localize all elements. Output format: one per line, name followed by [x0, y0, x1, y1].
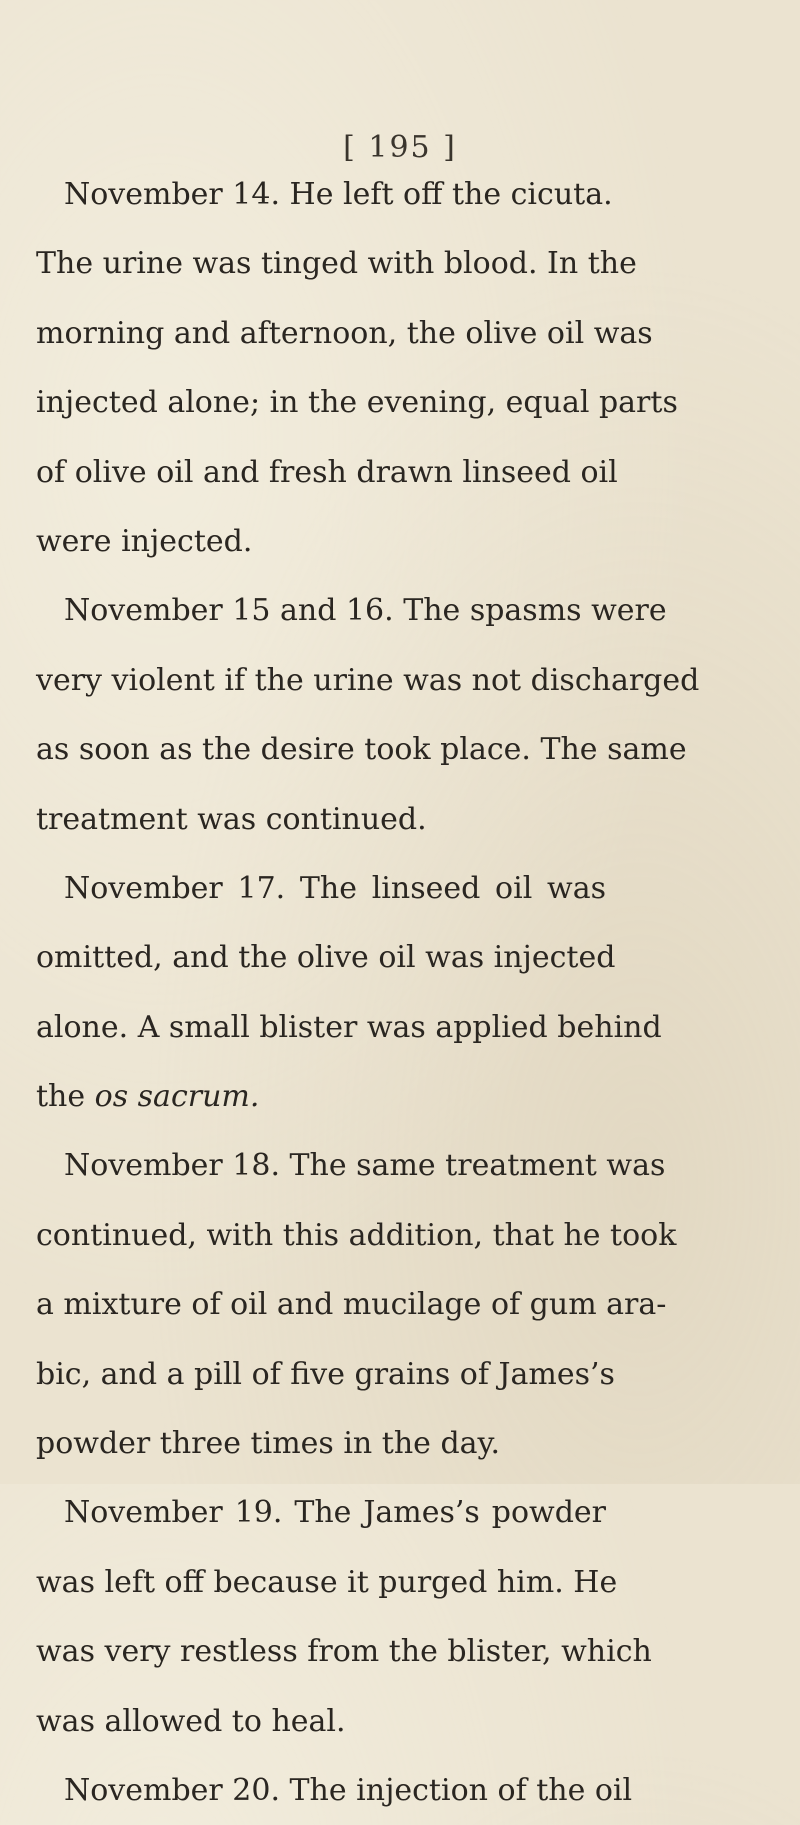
text-line: very violent if the urine was not discharged [36, 662, 700, 698]
text-line: continued, with this addition, that he took [36, 1217, 677, 1253]
text-line: powder three times in the day. [36, 1426, 501, 1462]
text-line: November 18. The same treatment was [64, 1148, 666, 1184]
text-line [36, 1062, 606, 1131]
text-line: bic, and a pill of five grains of James’s [36, 1356, 615, 1392]
text-line: treatment was continued. [36, 801, 427, 837]
text-line: was very restless from the blister, which [36, 1634, 652, 1670]
text-line: was left off because it purged him. He [36, 1564, 618, 1600]
text-line: omitted, and the olive oil was injected [36, 940, 616, 976]
text-line: November 17. The linseed oil was [64, 870, 606, 906]
text-line: November 15 and 16. The spasms were [64, 593, 667, 629]
text-line: November 19. The James’s powder [64, 1495, 606, 1531]
text-line-plain: the [36, 1079, 95, 1115]
text-line: as soon as the desire took place. The same [36, 732, 687, 768]
text-line: The urine was tinged with blood. In the [36, 246, 637, 282]
text-line: morning and afternoon, the olive oil was [36, 315, 653, 351]
text-line: a mixture of oil and mucilage of gum ara- [36, 1287, 667, 1323]
text-line-italic: os sacrum. [94, 1079, 260, 1115]
text-line: alone. A small blister was applied behind [36, 1009, 662, 1045]
text-line: of olive oil and fresh drawn linseed oil [36, 454, 618, 490]
text-line: November 20. The injection of the oil [64, 1772, 633, 1808]
page-number: [ 195 ] [343, 130, 457, 165]
text-line: November 14. He left off the cicuta. [64, 177, 613, 212]
body-text [36, 160, 700, 1825]
text-line: was allowed to heal. [36, 1703, 346, 1739]
text-line: were injected. [36, 523, 253, 559]
text-line: injected alone; in the evening, equal parts [36, 385, 678, 421]
